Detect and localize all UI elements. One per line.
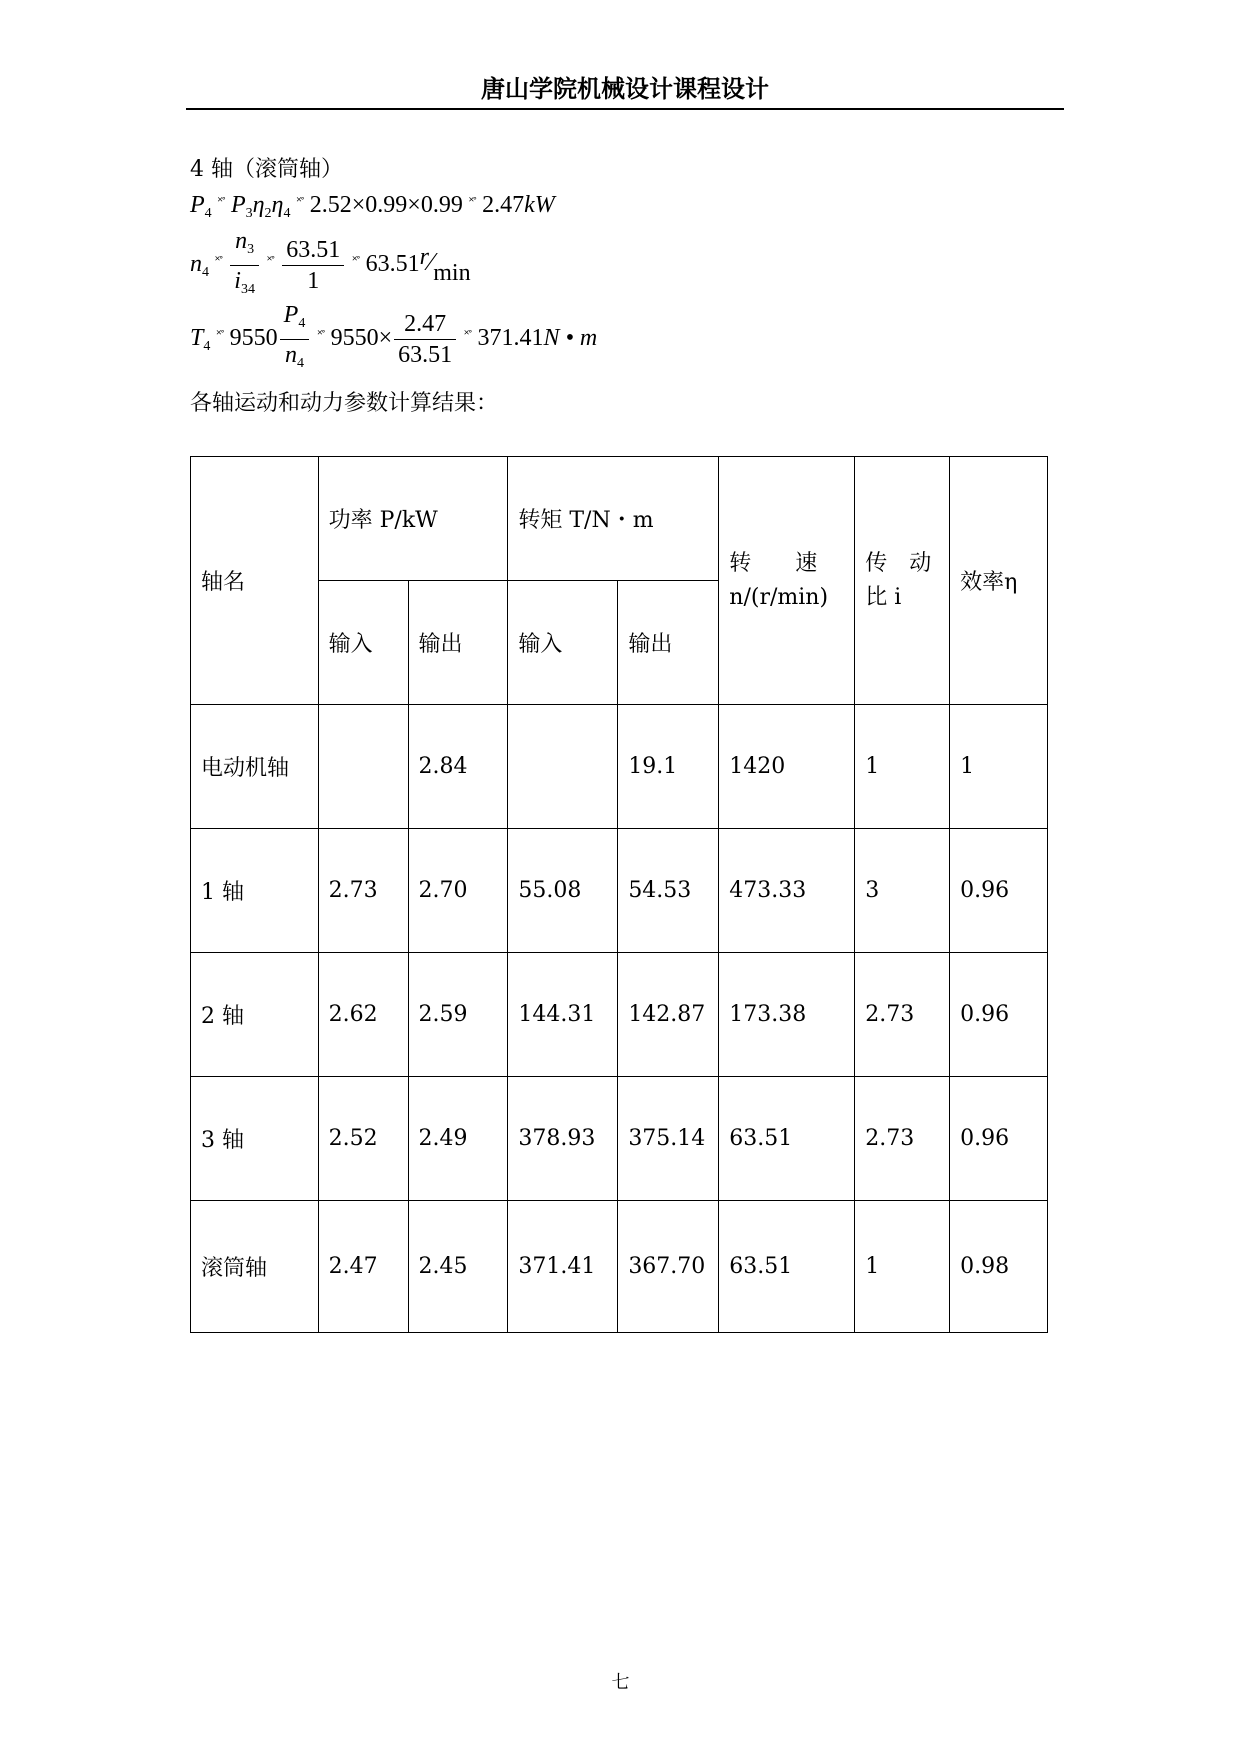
- table-row: 3 轴 2.52 2.49 378.93 375.14 63.51 2.73 0.96: [191, 1077, 1048, 1201]
- table-row: 1 轴 2.73 2.70 55.08 54.53 473.33 3 0.96: [191, 829, 1048, 953]
- header-speed: 转 速 n/(r/min): [719, 457, 855, 705]
- header-axis-name: 轴名: [191, 457, 319, 705]
- page-number: 七: [611, 1672, 630, 1693]
- header-efficiency: 效率η: [950, 457, 1048, 705]
- table-row: 电动机轴 2.84 19.1 1420 1 1: [191, 705, 1048, 829]
- section-title: 4 轴（滚筒轴）: [190, 157, 343, 182]
- results-caption: 各轴运动和动力参数计算结果：: [190, 391, 499, 416]
- header-torque: 转矩 T/N・m: [508, 457, 719, 581]
- formula-p4: $P_4^{˟˚}$ $P_3\eta_2\eta_4^{˟˚}$ 2.52×0.99×0.99 ˟˚ 2.47kW: [190, 192, 555, 221]
- header-ratio: 传 动 比 i: [855, 457, 950, 705]
- formula-n4: $n_4^{˟˚}$ $\frac{n_3}{i_{34}}$ ˟˚ $\frac{63.51}{1}$ ˟˚ 63.51r∕min: [190, 228, 471, 297]
- table-row: 2 轴 2.62 2.59 144.31 142.87 173.38 2.73 0.96: [191, 953, 1048, 1077]
- header-torque-input: 输入: [508, 581, 618, 705]
- header-power-input: 输入: [318, 581, 408, 705]
- parameter-table: [190, 456, 1048, 1333]
- formula-t4: $T_4^{˟˚}$ 9550 $\frac{P_4}{n_4}$ ˟˚ 9550× $\frac{2.47}{63.51}$ ˟˚ 371.41N • m: [190, 302, 598, 371]
- header-title: 唐山学院机械设计课程设计: [481, 75, 769, 103]
- table-row: 滚筒轴 2.47 2.45 371.41 367.70 63.51 1 0.98: [191, 1201, 1048, 1333]
- header-torque-output: 输出: [618, 581, 719, 705]
- header-power: 功率 P/kW: [318, 457, 508, 581]
- header-power-output: 输出: [408, 581, 508, 705]
- header-row-top: [191, 457, 1048, 581]
- page-header: [186, 72, 1064, 110]
